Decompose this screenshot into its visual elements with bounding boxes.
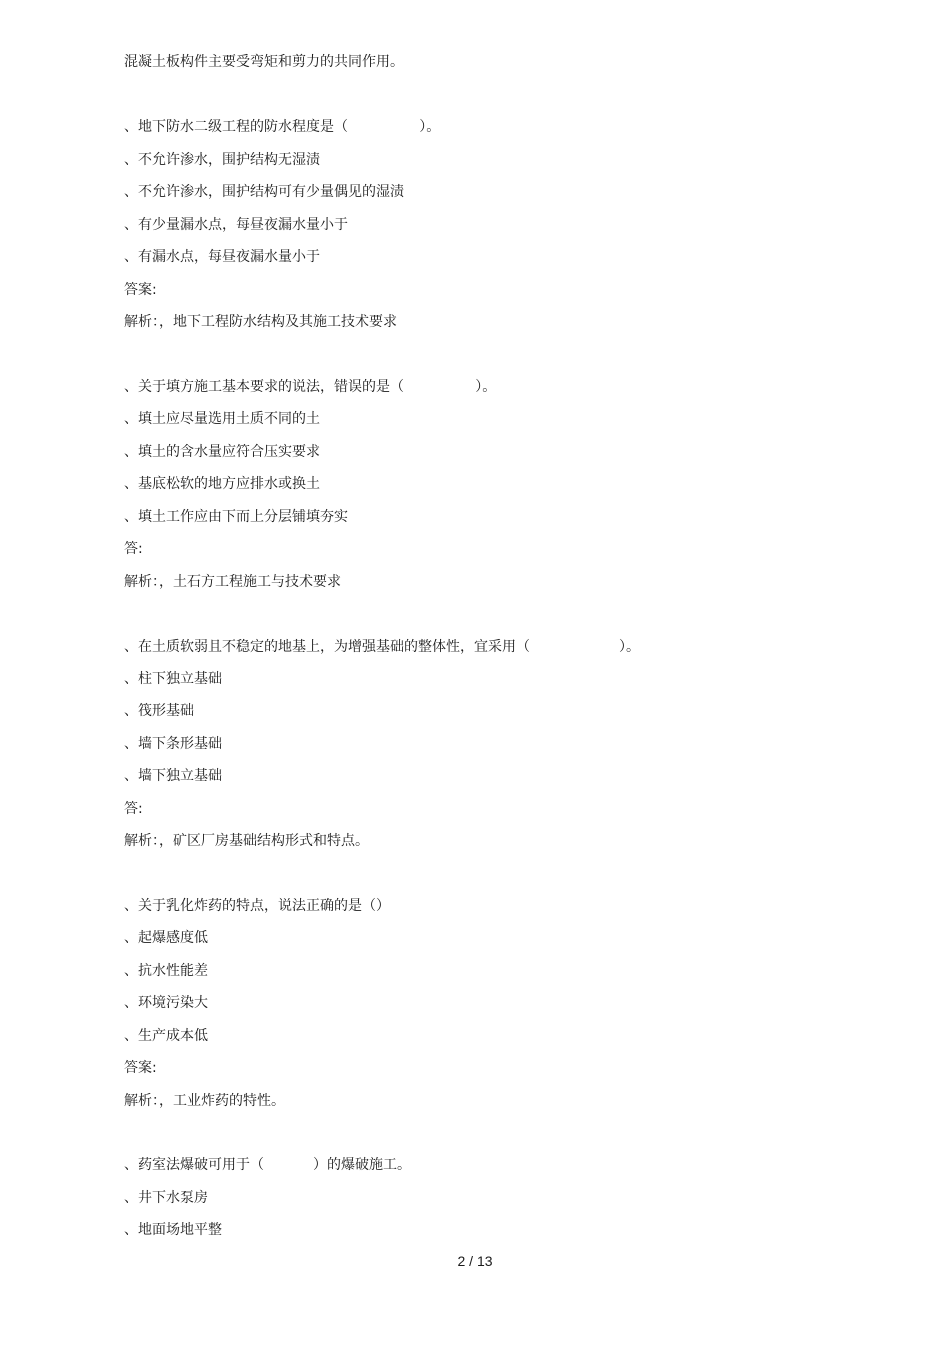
option-a: 、井下水泵房: [124, 1190, 208, 1206]
analysis-text: 解析：，矿区厂房基础结构形式和特点。: [124, 833, 369, 849]
question-stem: 、关于乳化炸药的特点，说法正确的是（）: [124, 898, 390, 914]
option-a: 、起爆感度低: [124, 930, 208, 946]
option-c: 、环境污染大: [124, 995, 208, 1011]
answer-label: 答:: [124, 541, 143, 557]
option-a: 、填土应尽量选用土质不同的土: [124, 411, 320, 427]
intro-text: 混凝土板构件主要受弯矩和剪力的共同作用。: [124, 54, 404, 70]
question-stem: 、在土质软弱且不稳定的地基上，为增强基础的整体性，宜采用（ ）。: [124, 639, 641, 655]
answer-label: 答:: [124, 801, 143, 817]
option-a: 、不允许渗水，围护结构无湿渍: [124, 152, 320, 168]
option-c: 、基底松软的地方应排水或换土: [124, 476, 320, 492]
option-b: 、地面场地平整: [124, 1222, 222, 1238]
answer-label: 答案:: [124, 282, 157, 298]
question-stem: 、地下防水二级工程的防水程度是（ ）。: [124, 119, 441, 135]
option-b: 、填土的含水量应符合压实要求: [124, 444, 320, 460]
analysis-text: 解析：，土石方工程施工与技术要求: [124, 574, 341, 590]
option-d: 、有漏水点，每昼夜漏水量小于: [124, 249, 320, 265]
page-number: 2 / 13: [457, 1253, 493, 1269]
analysis-text: 解析：，工业炸药的特性。: [124, 1093, 285, 1109]
option-d: 、生产成本低: [124, 1028, 208, 1044]
option-c: 、有少量漏水点，每昼夜漏水量小于: [124, 217, 348, 233]
analysis-text: 解析：，地下工程防水结构及其施工技术要求: [124, 314, 397, 330]
option-d: 、墙下独立基础: [124, 768, 222, 784]
option-a: 、柱下独立基础: [124, 671, 222, 687]
question-stem: 、药室法爆破可用于（ ）的爆破施工。: [124, 1157, 411, 1173]
option-d: 、填土工作应由下而上分层铺填夯实: [124, 509, 348, 525]
option-c: 、墙下条形基础: [124, 736, 222, 752]
answer-label: 答案:: [124, 1060, 157, 1076]
option-b: 、筏形基础: [124, 703, 194, 719]
option-b: 、抗水性能差: [124, 963, 208, 979]
option-b: 、不允许渗水，围护结构可有少量偶见的湿渍: [124, 184, 404, 200]
question-stem: 、关于填方施工基本要求的说法，错误的是（ ）。: [124, 379, 497, 395]
